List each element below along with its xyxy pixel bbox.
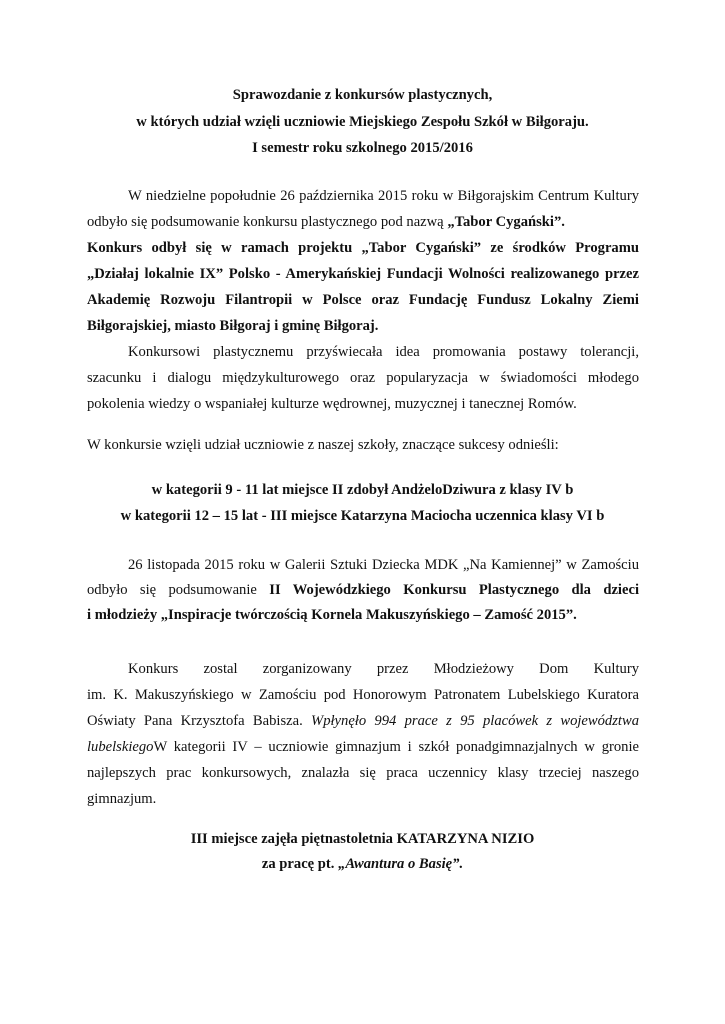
p1-line-2	[87, 213, 565, 231]
p5-line-5: najlepszych prac konkursowych, znalazła się praca uczennicy klasy trzeciej naszego	[87, 765, 639, 781]
p2-line-2: szacunku i dialogu międzykulturowego oraz popularyzacja w świadomości młodego	[87, 370, 639, 386]
p3-line: W konkursie wzięli udział uczniowie z naszej szkoły, znaczące sukcesy odnieśli:	[87, 437, 559, 453]
p4-line-2	[87, 581, 639, 599]
p4-line-2-text: odbyło się podsumowanie	[87, 582, 270, 598]
p4-line-3: i młodzieży „Inspiracje twórczością Kornela Makuszyńskiego – Zamość 2015”.	[87, 607, 577, 623]
p5-line-4	[87, 738, 639, 756]
winner-line-2: w kategorii 12 – 15 lat - III miejsce Katarzyna Maciocha uczennica klasy VI b	[120, 508, 605, 524]
p4-line-1: 26 listopada 2015 roku w Galerii Sztuki Dziecka MDK „Na Kamiennej” w Zamościu	[128, 557, 639, 573]
submissions-note-part-2: lubelskiego	[87, 739, 154, 755]
p1-line-1: W niedzielne popołudnie 26 października 2015 roku w Biłgorajskim Centrum Kultury	[128, 188, 639, 204]
contest-name-part-1: II Wojewódzkiego Konkursu Plastycznego dla dzieci	[269, 582, 639, 598]
p5-line-3	[87, 712, 639, 730]
submissions-note-part-1: Wpłynęło 994 prace z 95 placówek z województwa	[311, 713, 639, 729]
title-line-1: Sprawozdanie z konkursów plastycznych,	[232, 87, 493, 103]
closing-line-2-text: za pracę pt.	[261, 856, 339, 872]
p1-line-5: Akademię Rozwoju Filantropii w Polsce oraz Fundację Fundusz Lokalny Ziemi	[87, 292, 639, 308]
p2-line-1: Konkursowi plastycznemu przyświecała idea promowania postawy tolerancji,	[128, 344, 639, 360]
p5-line-1: Konkurs zostal zorganizowany przez Młodzieżowy Dom Kultury	[128, 661, 639, 677]
p2-line-3: pokolenia wiedzy o wspaniałej kulturze wędrownej, muzycznej i tanecznej Romów.	[87, 396, 577, 412]
p1-line-4: „Działaj lokalnie IX” Polsko - Amerykańskiej Fundacji Wolności realizowanego przez	[87, 266, 639, 282]
closing-line-1: III miejsce zajęła piętnastoletnia KATARZYNA NIZIO	[190, 831, 535, 847]
p1-line-3: Konkurs odbył się w ramach projektu „Tabor Cygański” ze środków Programu	[87, 240, 639, 256]
artwork-title: „Awantura o Basię”.	[338, 856, 464, 872]
title-line-3: I semestr roku szkolnego 2015/2016	[252, 140, 473, 156]
p1-line-6: Biłgorajskiej, miasto Biłgoraj i gminę Biłgoraj.	[87, 318, 379, 334]
closing-line-2	[0, 855, 725, 873]
title-line-2: w których udział wzięli uczniowie Miejskiego Zespołu Szkół w Biłgoraju.	[136, 114, 589, 130]
p1-line-2-text: odbyło się podsumowanie konkursu plastycznego pod nazwą	[87, 214, 448, 230]
p5-line-6: gimnazjum.	[87, 791, 157, 807]
tabor-cyganski-name: „Tabor Cygański”.	[447, 214, 565, 230]
p5-line-4-text: W kategorii IV – uczniowie gimnazjum i szkół ponadgimnazjalnych w gronie	[153, 739, 639, 755]
p5-line-3-text: Oświaty Pana Krzysztofa Babisza.	[87, 713, 312, 729]
winner-line-1: w kategorii 9 - 11 lat miejsce II zdobył AndżeloDziwura z klasy IV b	[151, 482, 574, 498]
p5-line-2: im. K. Makuszyńskiego w Zamościu pod Honorowym Patronatem Lubelskiego Kuratora	[87, 687, 639, 703]
